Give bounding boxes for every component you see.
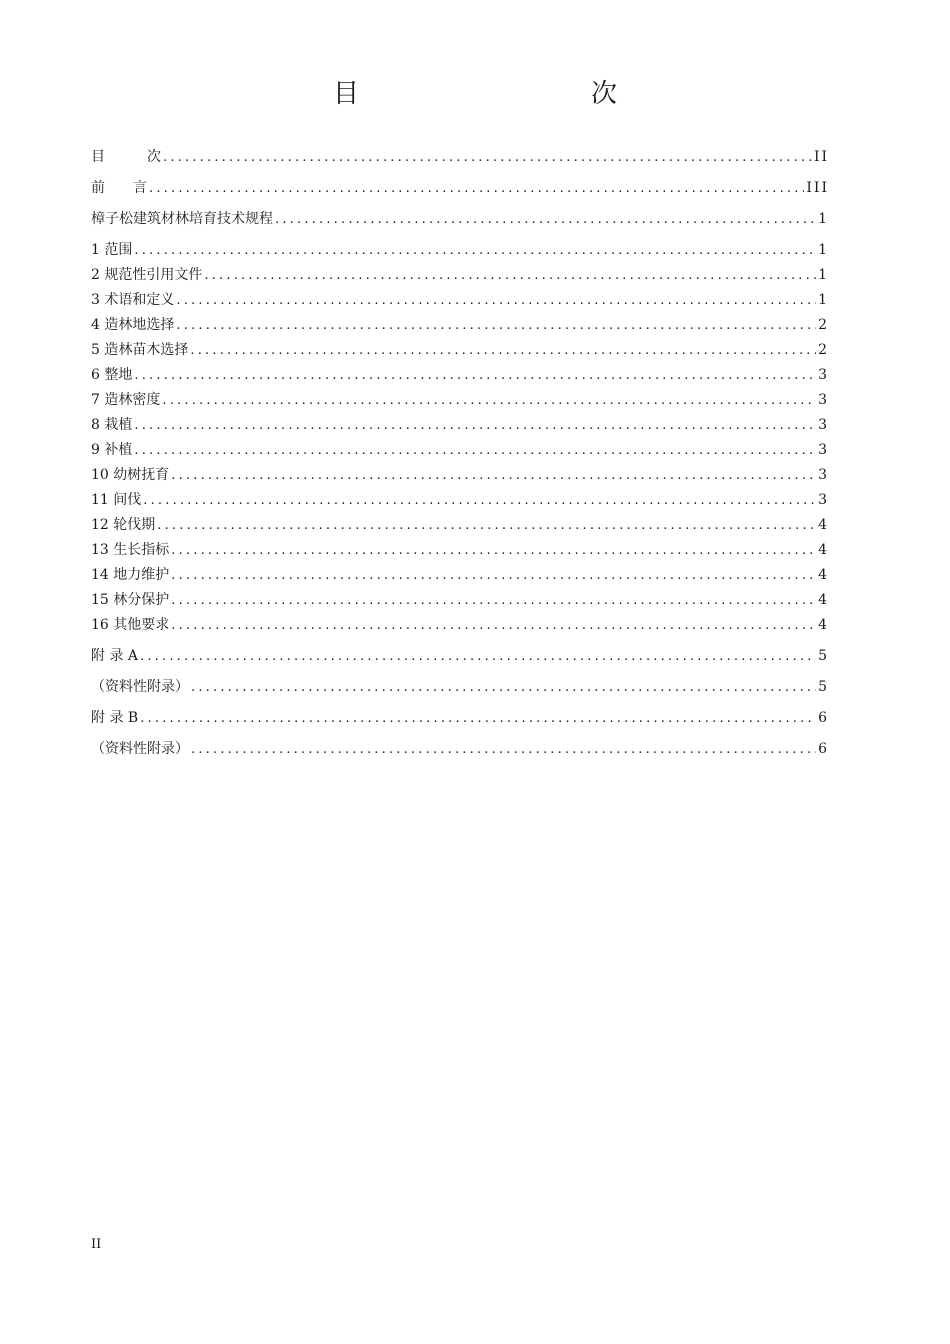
toc-leader-dots (171, 540, 816, 562)
toc-entry[interactable] (91, 614, 829, 636)
toc-entry-page: 1 (818, 267, 829, 283)
toc-entry-label: 附 录 B (91, 707, 140, 729)
toc-leader-dots (149, 178, 804, 200)
toc-entry-page: 3 (818, 417, 829, 433)
toc-entry-page: 2 (818, 317, 829, 333)
toc-entry-label: 樟子松建筑材林培育技术规程 (91, 208, 275, 230)
toc-entry-label: 附 录 A (91, 645, 140, 667)
toc-leader-dots (204, 265, 816, 287)
toc-entry-page: 5 (818, 679, 829, 695)
toc-entry[interactable] (91, 208, 829, 230)
toc-entry[interactable] (91, 707, 829, 729)
toc-entry-label: 15 林分保护 (91, 589, 171, 611)
toc-entry-label: 目 次 (91, 146, 163, 168)
toc-entry[interactable] (91, 414, 829, 436)
toc-leader-dots (163, 147, 812, 169)
toc-entry[interactable] (91, 314, 829, 336)
toc-entry-label: 7 造林密度 (91, 389, 162, 411)
toc-entry[interactable] (91, 146, 829, 168)
toc-entry-page: 3 (818, 442, 829, 458)
toc-entry[interactable] (91, 539, 829, 561)
toc-leader-dots (171, 590, 816, 612)
toc-entry-label: 8 栽植 (91, 414, 134, 436)
toc-entry-page: 3 (818, 467, 829, 483)
toc-entry-page: 5 (818, 648, 829, 664)
toc-leader-dots (176, 315, 816, 337)
toc-entry-page: 1 (818, 242, 829, 258)
toc-entry[interactable] (91, 514, 829, 536)
toc-entry-page: 2 (818, 342, 829, 358)
toc-entry[interactable] (91, 645, 829, 667)
toc-entry[interactable] (91, 177, 829, 199)
toc-leader-dots (134, 415, 816, 437)
toc-entry[interactable] (91, 738, 829, 760)
toc-entry-page: III (806, 180, 829, 196)
toc-entry-page: 3 (818, 367, 829, 383)
toc-leader-dots (190, 340, 816, 362)
toc-entry-label: （资料性附录） (91, 738, 191, 760)
toc-entry[interactable] (91, 676, 829, 698)
toc-entry-page: 4 (818, 567, 829, 583)
toc-entry-label: 12 轮伐期 (91, 514, 157, 536)
toc-entry[interactable] (91, 239, 829, 261)
toc-entry-page: 1 (818, 211, 829, 227)
toc-entry-page: 4 (818, 517, 829, 533)
toc-entry-label: 11 间伐 (91, 489, 143, 511)
toc-leader-dots (191, 677, 816, 699)
toc-entry-page: II (813, 149, 829, 165)
toc-entry[interactable] (91, 339, 829, 361)
toc-leader-dots (134, 440, 816, 462)
toc-entry-page: 4 (818, 592, 829, 608)
toc-leader-dots (157, 515, 816, 537)
toc-leader-dots (140, 708, 816, 730)
toc-leader-dots (134, 240, 816, 262)
toc-entry-page: 1 (818, 292, 829, 308)
toc-entry[interactable] (91, 289, 829, 311)
toc-entry-label: 3 术语和定义 (91, 289, 176, 311)
toc-entry-label: 9 补植 (91, 439, 134, 461)
toc-leader-dots (143, 490, 816, 512)
toc-leader-dots (171, 565, 816, 587)
toc-entry[interactable] (91, 464, 829, 486)
toc-entry-label: （资料性附录） (91, 676, 191, 698)
page-title: 目 次 (332, 79, 677, 109)
toc-entry-label: 前 言 (91, 177, 149, 199)
toc-leader-dots (191, 739, 816, 761)
toc-entry-page: 6 (818, 710, 829, 726)
toc-entry-label: 6 整地 (91, 364, 134, 386)
footer-page-number: II (91, 1237, 102, 1252)
toc-leader-dots (171, 615, 816, 637)
toc-entry-page: 4 (818, 542, 829, 558)
toc-entry[interactable] (91, 364, 829, 386)
toc-entry-label: 13 生长指标 (91, 539, 171, 561)
toc-entry[interactable] (91, 389, 829, 411)
toc-entry-page: 3 (818, 492, 829, 508)
toc-entry-label: 1 范围 (91, 239, 134, 261)
toc-leader-dots (176, 290, 816, 312)
toc-entry-label: 2 规范性引用文件 (91, 264, 204, 286)
toc-entry[interactable] (91, 264, 829, 286)
toc-entry-label: 16 其他要求 (91, 614, 171, 636)
toc-entry[interactable] (91, 489, 829, 511)
toc-leader-dots (162, 390, 816, 412)
toc-entry-label: 4 造林地选择 (91, 314, 176, 336)
toc-entry-page: 3 (818, 392, 829, 408)
toc-leader-dots (134, 365, 816, 387)
toc-entry[interactable] (91, 589, 829, 611)
toc-leader-dots (275, 209, 816, 231)
toc-entry-page: 4 (818, 617, 829, 633)
toc-entry-page: 6 (818, 741, 829, 757)
toc-leader-dots (171, 465, 816, 487)
toc-entry[interactable] (91, 439, 829, 461)
toc-entry-label: 5 造林苗木选择 (91, 339, 190, 361)
toc-leader-dots (140, 646, 816, 668)
toc-entry-label: 14 地力维护 (91, 564, 171, 586)
toc-entry[interactable] (91, 564, 829, 586)
toc-entry-label: 10 幼树抚育 (91, 464, 171, 486)
